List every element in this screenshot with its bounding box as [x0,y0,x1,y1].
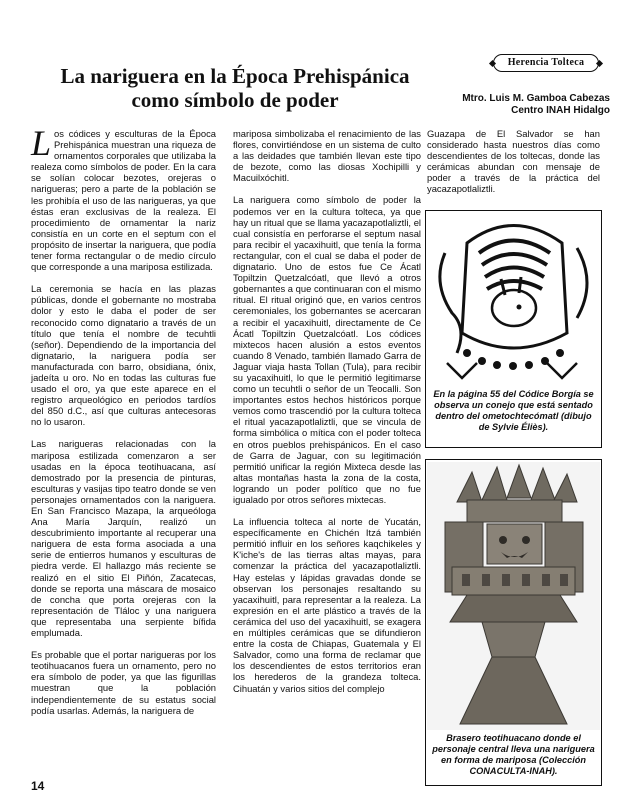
text-column-2 [233,128,421,705]
figure-caption: En la página 55 del Códice Borgía se observa un conejo que está sentado dentro del ometochtecómatl (dibujo de Sylvie Éliès). [433,389,594,432]
paragraph: Guazapa de El Salvador se han considerado hasta nuestros días como descendientes de los toltecas, donde las cerámicas abundan con mensaje de poder a través de la práctica del yacazapotlaliztli. [427,128,600,195]
byline [420,93,610,117]
figure-brasero [425,459,602,786]
paragraph: La ceremonia se hacía en las plazas públicas, donde el gobernante no mostraba dolor y esto le daba el poder de ser reconocido como dignatario a través de un título que tenía el nombre de tecuhtli (señor). Dependiendo de la importancia del dignatario, la nariguera podía ser manufacturada con barro, obsidiana, ónix, jadeíta u oro. No en todas las culturas fue usado el oro, ya que este aparece en el registro arqueológico en periodos tardíos del 850 d.C., así que culturas antecesoras no lo usaron. [31,283,216,428]
title-line-1: La nariguera en la Época Prehispánica [60,64,410,88]
figure-caption: Brasero teotihuacano donde el personaje central lleva una nariguera en forma de mariposa (Colección CONACULTA-INAH). [432,733,595,776]
text-column-1 [31,123,216,727]
paragraph: La nariguera como símbolo de poder la podemos ver en la cultura tolteca, ya que hay un ritual que se llama yacazapotlaliztli, el cual consistía en perforarse el septum nasal para recibir el yacaxihuitl, que tenía la forma rectangular, con el cual se daba el poder de dignatario. Uno de estos fue Ce Ácatl Topiltzin Quetzalcóatl, que llevó a otros gobernantes a que continuaran con el mismo ritual. El ritual originó que, en varios centros ceremoniales, los gobernantes se acercaran a recibir el yacaxihuitl, directamente de Ce Ácatl Topiltzin Quetzalcóatl. Los códices mixtecos hacen alusión a estos eventos cuando 8 Venado, también llamado Garra de Jaguar viaja hasta Tollan (Tula), para recibir su yacaxihuitl, lo que le permitió legitimarse como un tecuhtli o señor de un Teocalli. Son importantes estos hechos históricos porque vemos como trascendió por la cultura tolteca el ritual yacazapotlaliztli, que se vincula de forma simbólica o mítica con el poder tolteca en otros pueblos prehispánicos. En el caso de Garra de Jaguar, con su legitimación permitió unificar la región Mixteca desde las altas montañas hasta la zona de la costa, logrando un poder político que no fue igualado por otros señores mixtecas. [233,194,421,505]
text-column-3 [427,128,600,206]
paragraph: Los códices y esculturas de la Época Prehispánica muestran una riqueza de ornamentos corporales que utilizaba la realeza como símbolos de poder. En la cara se solían colocar bezotes, orejeras o narigueras; pero a parte de la población se les prohibía el uso de las narigueras, ya que éstas eran exclusivas de la realeza. El procedimiento de ornamentar la nariz consistía en un corte en el septum con el propósito de insertar la nariguera, que podía tener forma rectangular o de medio círculo que corresponde a una mariposa estilizada. [31,123,216,273]
article-title [30,64,440,112]
title-line-2: como símbolo de poder [131,88,339,112]
paragraph: Es probable que el portar narigueras por los teotihuacanos fuera un ornamento, pero no era símbolo de poder, ya que las figurillas muestran que la población independientemente de su estatus social podía usarlas. Además, la nariguera de [31,649,216,716]
brasero-photo [427,462,600,730]
page-number: 14 [31,779,45,793]
drop-cap: L [31,123,52,163]
paragraph: mariposa simbolizaba el renacimiento de las flores, convirtiéndose en un sistema de culto a las deidades que también llevan este tipo de bezote, como las diosas Xochipilli y Macuilxóchitl. [233,128,421,184]
figure-codex-borgia [425,210,602,448]
author-affiliation: Centro INAH Hidalgo [511,105,610,116]
author-name: Mtro. Luis M. Gamboa Cabezas [462,93,610,104]
paragraph: Las narigueras relacionadas con la mariposa estilizada comenzaron a ser usadas en la época teotihuacana, así demostrado por la presencia de pinturas, esculturas y vasijas tipo teatro donde se ven personajes ornamentados con la nariguera. En San Francisco Mazapa, la arqueóloga Ana María Jarquín, realizó un descubrimiento importante al recuperar una nariguera de esta forma asociada a una serie de entierros humanos y esculturas de piedra verde. El hallazgo más reciente se realizó en el sitio El Piñón, Zacatecas, donde se reporta una máscara de mosaico de concha que porta orejeras con la representación de Tláloc y una nariguera que representaba una serpiente bífida emplumada. [31,438,216,639]
codex-illustration [427,213,600,385]
paragraph: La influencia tolteca al norte de Yucatán, específicamente en Chichén Itzá también permitió influir en los señores kaqchikeles y K'iche's de las tierras altas mayas, para comenzar la práctica del yacazapotlaliztli. Hay estelas y lápidas gravadas donde se observan los personajes resaltando su yacaxihuitl, para representar a la realeza. La expresión en el arte plástico a través de la cerámica del uso del yacaxihuitl, se exagera en múltiples cerámicas que se difundieron entre la costa de Chiapas, Guatemala y El Salvador, como una forma de reclamar que los descendientes de estos territorios eran los herederos de la grandeza tolteca. Cihuatán y varios sitios del complejo [233,516,421,694]
section-logo: Herencia Tolteca [493,54,599,72]
